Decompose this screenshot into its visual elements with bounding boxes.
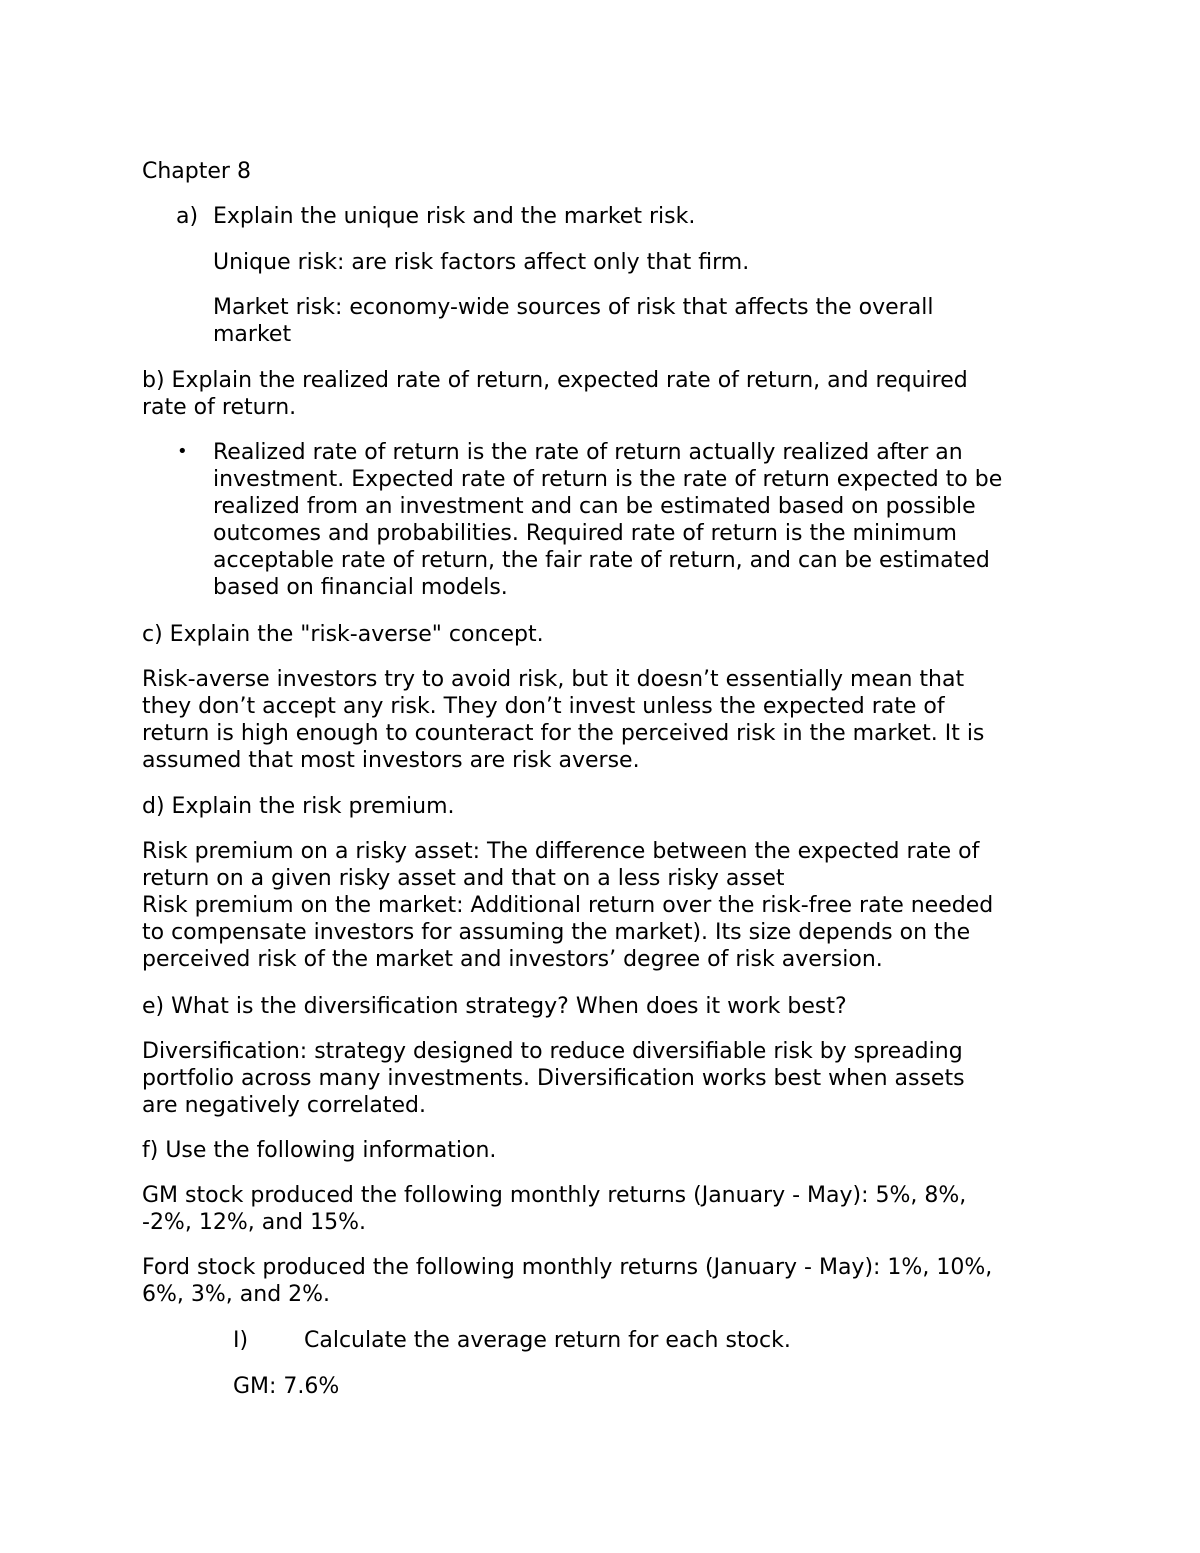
- question-f: f) Use the following information.: [142, 1138, 497, 1163]
- question-e: e) What is the diversification strategy? When does it work best?: [142, 994, 847, 1019]
- chapter-title: Chapter 8: [142, 159, 251, 184]
- question-c: c) Explain the "risk-averse" concept.: [142, 622, 544, 647]
- answer-c: Risk-averse investors try to avoid risk, but it doesn’t essentially mean that they don’t accept any risk. They don’t invest unless the expected rate of return is high enough to counteract for the perceived risk in the market. It is assumed that most investors are risk averse.: [142, 667, 985, 773]
- question-d: d) Explain the risk premium.: [142, 794, 455, 819]
- sub-question-marker: I): [233, 1328, 249, 1353]
- question-a-marker: a): [176, 204, 199, 229]
- answer-b: Realized rate of return is the rate of return actually realized after an investment. Expected rate of return is the rate of return expected to be realized from an investment and can be estimated based on possible outcomes and probabilities. Required rate of return is the minimum acceptable rate of return, the fair rate of return, and can be estimated based on financial models.: [213, 440, 1003, 600]
- question-b: b) Explain the realized rate of return, expected rate of return, and required rate of return.: [142, 368, 968, 420]
- question-a: Explain the unique risk and the market risk.: [213, 204, 696, 229]
- gm-average-answer: GM: 7.6%: [233, 1374, 340, 1399]
- answer-a-market-risk: Market risk: economy-wide sources of risk that affects the overall market: [213, 295, 934, 347]
- sub-question-average-return: Calculate the average return for each stock.: [304, 1328, 791, 1353]
- bullet-icon: •: [177, 441, 188, 462]
- answer-d: Risk premium on a risky asset: The difference between the expected rate of return on a given risky asset and that on a less risky asset Risk premium on the market: Additional return over the risk-free rate needed to compensate investors for assuming the market). Its size depends on the perceived risk of the market and investors’ degree of risk aversion.: [142, 839, 994, 972]
- answer-a-unique-risk: Unique risk: are risk factors affect only that firm.: [213, 250, 750, 275]
- ford-returns-info: Ford stock produced the following monthly returns (January - May): 1%, 10%, 6%, 3%, and 2%.: [142, 1255, 993, 1307]
- gm-returns-info: GM stock produced the following monthly returns (January - May): 5%, 8%, -2%, 12%, and 15%.: [142, 1183, 967, 1235]
- answer-e: Diversification: strategy designed to reduce diversifiable risk by spreading portfolio across many investments. Diversification works best when assets are negatively correlated.: [142, 1039, 965, 1118]
